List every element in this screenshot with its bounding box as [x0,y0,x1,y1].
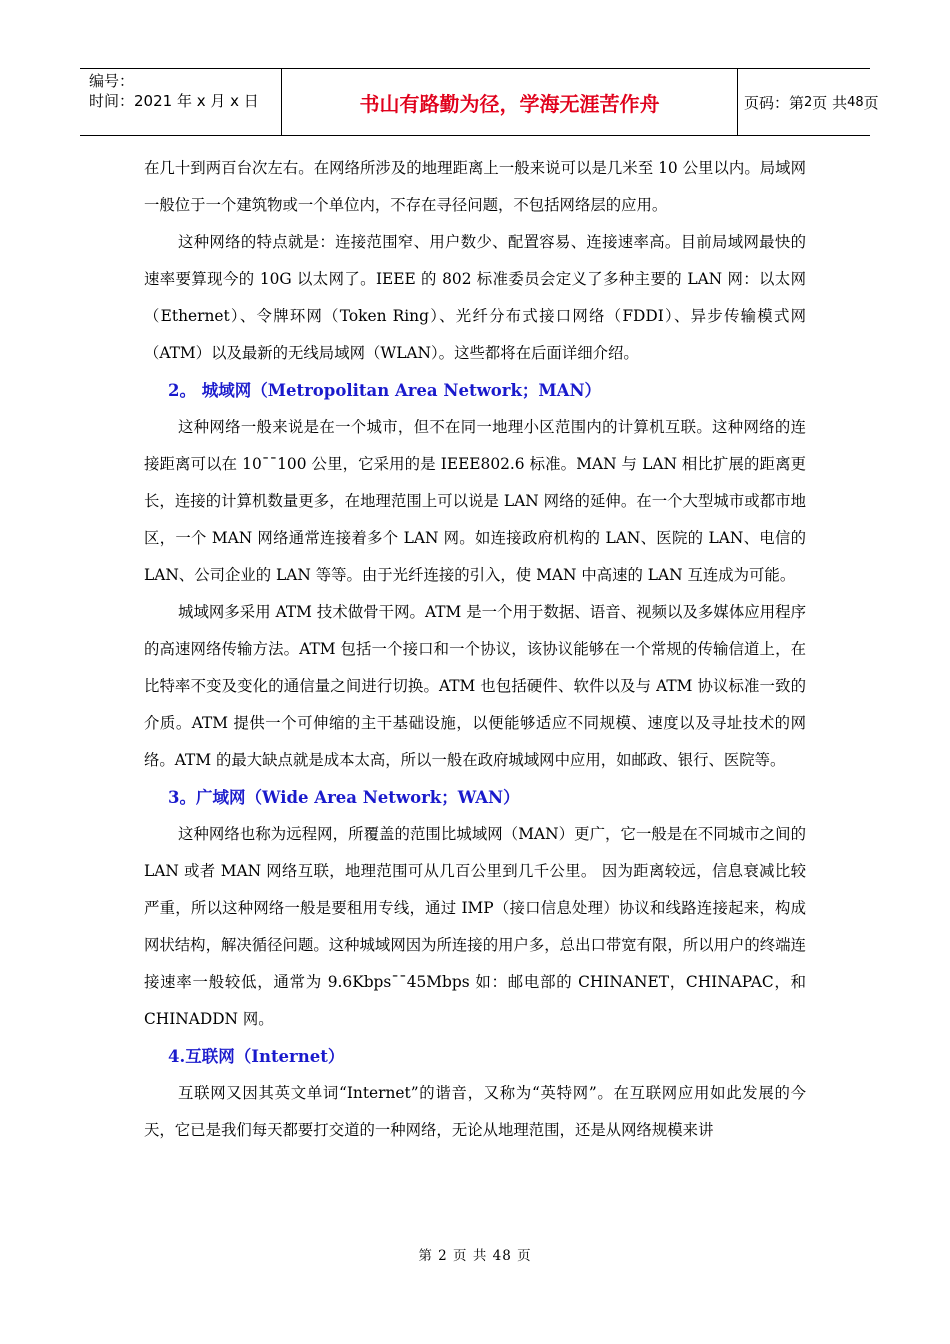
paragraph: 在几十到两百台次左右。在网络所涉及的地理距离上一般来说可以是几米至 10 公里以内。局域网一般位于一个建筑物或一个单位内，不存在寻径问题，不包括网络层的应用。 [144,159,806,214]
paragraph: 城域网多采用 ATM 技术做骨干网。ATM 是一个用于数据、语音、视频以及多媒体应用程序的高速网络传输方法。ATM 包括一个接口和一个协议，该协议能够在一个常规的传输信道上，在比特率不变及变化的通信量之间进行切换。ATM 也包括硬件、软件以及与 ATM 协议标准一致的介质。ATM 提供一个可伸缩的主干基础设施，以便能够适应不同规模、速度以及寻址技术的网络。ATM 的最大缺点就是成本太高，所以一般在政府城域网中应用，如邮政、银行、医院等。 [144,603,806,769]
section-heading-man: 2。 城域网（Metropolitan Area Network；MAN） [168,381,602,400]
header-page-code [738,69,879,135]
page-code-prefix: 页码：第 [744,93,805,112]
section-heading-internet: 4.互联网（Internet） [168,1047,345,1066]
page-code-mid: 页 共 [812,93,848,112]
page-header [80,68,879,136]
paragraph: 这种网络一般来说是在一个城市，但不在同一地理小区范围内的计算机互联。这种网络的连接距离可以在 10¯¯100 公里，它采用的是 IEEE802.6 标准。MAN 与 LAN 相比扩展的距离更长，连接的计算机数量更多，在地理范围上可以说是 LAN 网络的延伸。在一个大型城市或都市地区，一个 MAN 网络通常连接着多个 LAN 网。如连接政府机构的 LAN、医院的 LAN、电信的 LAN、公司企业的 LAN 等等。由于光纤连接的引入，使 MAN 中高速的 LAN 互连成为可能。 [144,418,806,584]
document-body [144,150,806,1149]
paragraph: 这种网络也称为远程网，所覆盖的范围比城域网（MAN）更广，它一般是在不同城市之间的 LAN 或者 MAN 网络互联，地理范围可从几百公里到几千公里。 因为距离较远，信息衰减比较严重，所以这种网络一般是要租用专线，通过 IMP（接口信息处理）协议和线路连接起来，构成网状结构，解决循径问题。这种城域网因为所连接的用户多，总出口带宽有限，所以用户的终端连接速率一般较低，通常为 9.6Kbps¯¯45Mbps 如：邮电部的 CHINANET，CHINAPAC，和 CHINADDN 网。 [144,825,806,1028]
paragraph: 这种网络的特点就是：连接范围窄、用户数少、配置容易、连接速率高。目前局域网最快的速率要算现今的 10G 以太网了。IEEE 的 802 标准委员会定义了多种主要的 LAN 网：以太网（Ethernet）、令牌环网（Token Ring）、光纤分布式接口网络（FDDI）、异步传输模式网（ATM）以及最新的无线局域网（WLAN）。这些都将在后面详细介绍。 [144,233,806,362]
page-code-suffix: 页 [863,93,879,112]
page-current: 2 [804,94,813,110]
section-heading-wan: 3。广域网（Wide Area Network；WAN） [168,788,520,807]
document-time: 时间：2021 年 x 月 x 日 [89,92,259,110]
page-total: 48 [847,94,864,110]
header-motto: 书山有路勤为径，学海无涯苦作舟 [282,69,738,135]
page-footer: 第 2 页 共 48 页 [418,1248,532,1264]
header-meta [80,69,282,135]
document-number-label: 编号： [89,72,135,90]
paragraph: 互联网又因其英文单词“Internet”的谐音，又称为“英特网”。在互联网应用如此发展的今天，它已是我们每天都要打交道的一种网络，无论从地理范围，还是从网络规模来讲 [144,1084,806,1139]
